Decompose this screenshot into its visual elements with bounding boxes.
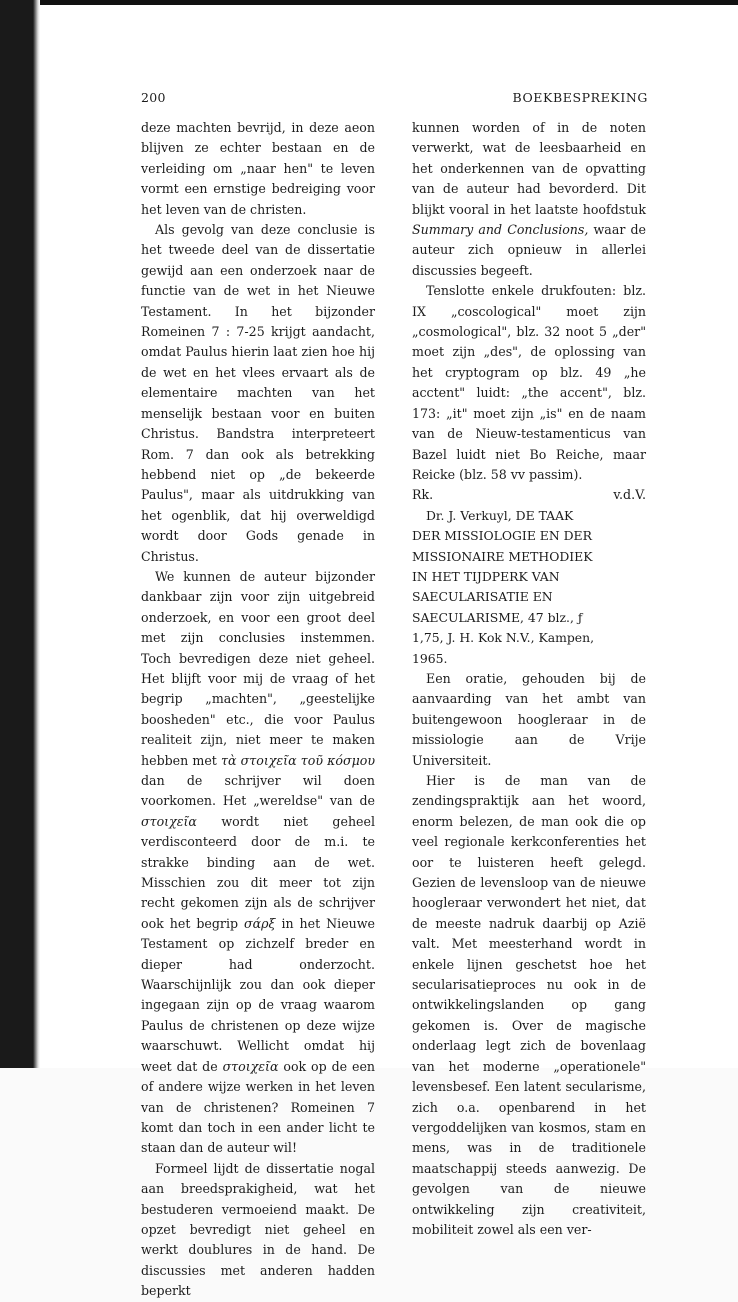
greek-word: στοιχεῖα <box>141 813 197 829</box>
greek-word: στοιχεῖα <box>222 1058 279 1074</box>
paragraph: Formeel lijdt de dissertatie nogal aan breedsprakigheid, wat het bestuderen vermoeiend maakt. De opzet bevredigt niet geheel en werkt doublures in de hand. De discussies met anderen hadden beperkt <box>141 1160 375 1299</box>
signature-left: Rk. <box>412 487 434 503</box>
paragraph: Een oratie, gehouden bij de aanvaarding van het ambt van buitengewoon hoogleraar in de missiologie aan de Vrije Universiteit. <box>412 670 646 768</box>
book-entry: Dr. J. Verkuyl, DE TAAK DER MISSIOLOGIE EN DER MISSIONAIRE METHODIEK IN HET TIJDPERK VAN SAECULARISATIE EN SAECULARISME, 47 blz., ƒ 1,75, J. H. Kok N.V., Kampen, 1965. <box>412 507 595 666</box>
italic-title: Summary and Conclusions, <box>412 222 589 238</box>
text-run: in het Nieuwe Testament op zichzelf breder en dieper had onderzocht. Waarschijnlijk zou dan ook dieper ingegaan zijn op de vraag waarom Paulus de christenen op deze wijze waarschuwt. Wellicht omdat hij weet dat de <box>141 915 375 1074</box>
paragraph <box>141 567 375 1159</box>
text-run: kunnen worden of in de noten verwerkt, wat de leesbaarheid en het onderkennen van de opvatting van de auteur had bevorderd. Dit blijkt vooral in het laatste hoofdstuk <box>412 120 646 217</box>
text-run: waar de auteur zich opnieuw in allerlei discussies begeeft. <box>412 222 646 278</box>
greek-word: σάρξ <box>244 915 276 931</box>
signature-right: v.d.V. <box>613 487 646 503</box>
greek-phrase: τὰ στοιχεῖα τοῦ κόσμου <box>221 752 375 768</box>
paragraph: Hier is de man van de zendingspraktijk aan het woord, enorm belezen, de man ook die op veel regionale kerkconferenties het oor te luisteren heeft gelegd. Gezien de levensloop van de nieuwe hoogleraar verwondert het niet, dat de meeste nadruk daarbij op Azië valt. Met meesterhand wordt in enkele lijnen geschetst hoe het secularisatieproces nu ook in de ontwikkelingslanden op gang gekomen is. Over de magische onderlaag legt zich de bovenlaag van het moderne „operationele" levensbesef. Een latent secularisme, zich o.a. openbarend in het vergoddelijken van kosmos, stam en mens, was in de traditionele maatschappij steeds aanwezig. De gevolgen van de nieuwe ontwikkeling zijn creativiteit, mobiliteit zowel als een ver- <box>412 773 646 1237</box>
text-run: dan de schrijver wil doen voorkomen. Het „wereldse" van de <box>141 773 375 809</box>
text-run: ook op de een of andere wijze werken in het leven van de christenen? Romeinen 7 komt dan toch in een ander licht te staan dan de auteur wil! <box>141 1058 376 1156</box>
text-run: We kunnen de auteur bijzonder dankbaar zijn voor zijn uitgebreid onderzoek, en voor een groot deel met zijn conclusies instemmen. Toch bevredigen deze niet geheel. Het blijft voor mij de vraag of het begrip „machten", „geestelijke boosheden" etc., die voor Paulus realiteit zijn, niet meer te maken hebben met <box>141 568 375 768</box>
left-column <box>141 118 375 1302</box>
scan-edge-top <box>0 0 738 5</box>
right-column <box>412 118 646 1240</box>
review-signature <box>412 485 646 505</box>
scan-edge-left <box>0 0 40 1068</box>
paragraph: Tenslotte enkele drukfouten: blz. IX „coscological" moet zijn „cosmological", blz. 32 noot 5 „der" moet zijn „des", de oplossing van het cryptogram op blz. 49 „he acctent" luidt: „the accent", blz. 173: „it" moet zijn „is" en de naam van de Nieuw-testamenticus van Bazel luidt niet Bo Reiche, maar Reicke (blz. 58 vv passim). <box>412 283 646 482</box>
paragraph <box>412 118 646 281</box>
page-number: 200 <box>141 90 166 105</box>
text-run: wordt niet geheel verdisconteerd door de m.i. te strakke binding aan de wet. Misschien zou dit meer tot zijn recht gekomen zijn als de schrijver ook het begrip <box>141 813 375 931</box>
running-head: BOEKBESPREKING <box>512 90 648 105</box>
paragraph: deze machten bevrijd, in deze aeon blijven ze echter bestaan en de verleiding om „naar hen" te leven vormt een ernstige bedreiging voor het leven van de christen. <box>141 120 375 217</box>
paragraph: Als gevolg van deze conclusie is het tweede deel van de dissertatie gewijd aan een onderzoek naar de functie van de wet in het Nieuwe Testament. In het bijzonder Romeinen 7 : 7-25 krijgt aandacht, omdat Paulus hierin laat zien hoe hij de wet en het vlees ervaart als de elementaire machten van het menselijk bestaan voor en buiten Christus. Bandstra interpreteert Rom. 7 dan ook als betrekking hebbend niet op „de bekeerde Paulus", maar als uitdrukking van het ogenblik, dat hij overweldigd wordt door Gods genade in Christus. <box>141 222 375 564</box>
